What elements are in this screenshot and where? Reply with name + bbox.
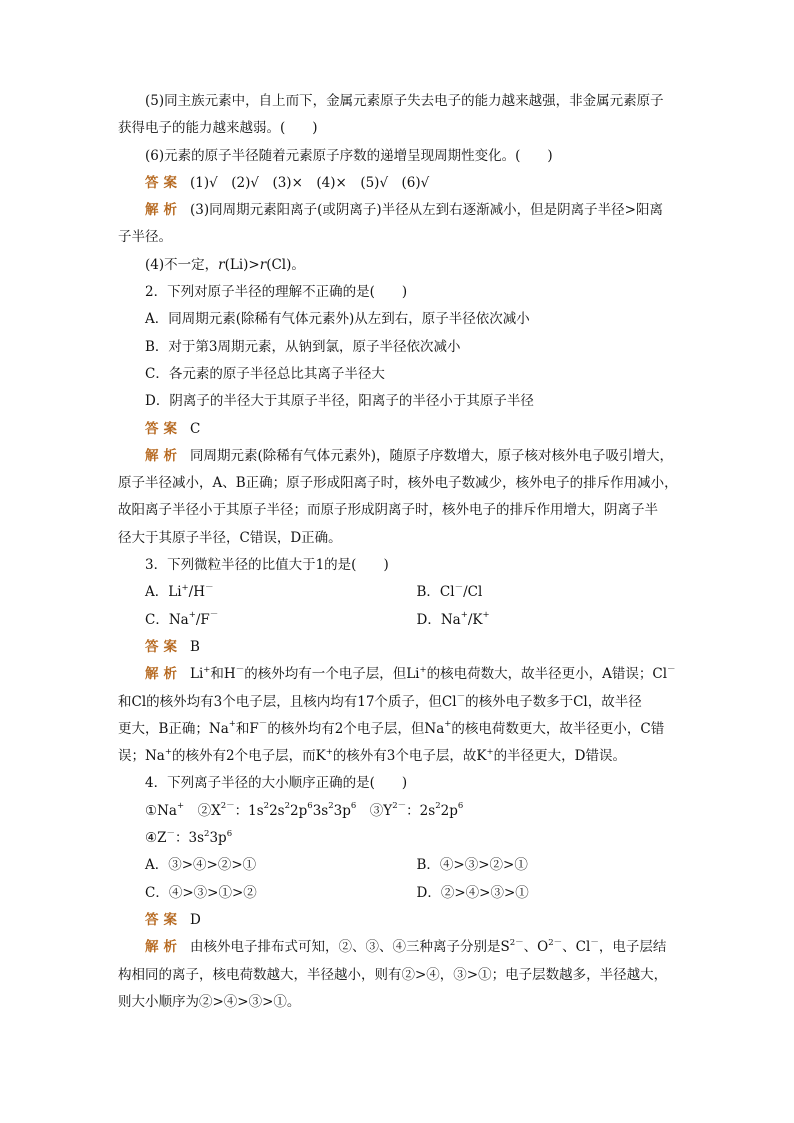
superscript: 2 (435, 801, 441, 812)
text-span: ②X (184, 802, 221, 819)
superscript: 2－ (220, 801, 235, 812)
text-span: 的核外均有一个电子层，但Li (244, 666, 420, 683)
answer-text: D (190, 911, 201, 928)
text-line: 构相同的离子，核电荷数越大，半径越小，则有②>④，③>①；电子层数越多，半径越大， (118, 966, 668, 983)
text-line (118, 689, 688, 716)
text-span: 的核外有3个电子层，故K (332, 748, 487, 765)
explanation-label: 解析 (145, 202, 182, 219)
superscript: + (444, 719, 452, 730)
option-row (118, 880, 688, 907)
text-span: ③Y (356, 802, 393, 819)
text-span: 2s (269, 802, 285, 819)
explanation-label: 解析 (145, 447, 182, 464)
superscript: + (482, 610, 490, 621)
text-span: 误；Na (118, 748, 165, 765)
text-span: /H (188, 584, 205, 601)
text-line (118, 798, 688, 825)
text-span: 2p (440, 802, 458, 819)
text-line: 则大小顺序为②>④>③>①。 (118, 993, 301, 1010)
text-span: 2p (290, 802, 308, 819)
explanation-label: 解析 (145, 666, 182, 683)
text-span: 的核外电子数多于Cl，故半径 (465, 693, 642, 710)
document-page (118, 88, 688, 1016)
superscript: － (235, 664, 245, 675)
answer-text: (1)√ (2)√ (3)× (4)× (5)√ (6)√ (190, 174, 430, 191)
answer-text: C (190, 420, 201, 437)
text-span: 的半径更大，D错误。 (493, 748, 626, 765)
text-span: ：1s (234, 802, 264, 819)
text-span: ：3s (175, 830, 205, 847)
text-span: ④Z (145, 830, 167, 847)
text-line: (5)同主族元素中，自上而下，金属元素原子失去电子的能力越来越强，非金属元素原子 (145, 93, 664, 109)
superscript: 2－ (392, 801, 407, 812)
superscript: 2 (328, 801, 334, 812)
option-c: C．④>③>①>② (145, 884, 257, 901)
superscript: 2 (284, 801, 291, 812)
text-line: 故阳离子半径小于其原子半径；而原子形成阴离子时，核外电子的排斥作用增大，阴离子半 (118, 502, 658, 519)
question-stem: 3．下列微粒半径的比值大于1的是( ) (145, 557, 389, 574)
explanation-text: 同周期元素(除稀有气体元素外)，随原子序数增大，原子核对核外电子吸引增大， (190, 447, 674, 464)
option-d (417, 607, 689, 634)
superscript: 2－ (548, 937, 563, 948)
superscript: + (181, 582, 189, 593)
text-line (118, 716, 688, 743)
superscript: 2－ (509, 937, 524, 948)
explanation-line (118, 934, 688, 961)
explanation-line (118, 443, 688, 470)
superscript: + (419, 664, 427, 675)
text-span: B．Cl (416, 584, 455, 601)
text-span: /K (467, 611, 483, 628)
superscript: － (456, 692, 466, 703)
superscript: + (325, 746, 333, 757)
text-span: 、Cl (562, 939, 591, 956)
superscript: + (486, 746, 494, 757)
text-span: 更大，B正确；Na (118, 720, 229, 737)
superscript: + (176, 801, 185, 812)
text-span: 3p (333, 802, 351, 819)
text-span: 3s (312, 802, 329, 819)
answer-line (118, 170, 688, 197)
answer-label: 答案 (145, 420, 182, 437)
superscript: － (209, 610, 219, 621)
text-span: 和H (210, 666, 236, 683)
text-span: ，电子层结 (598, 939, 667, 956)
text-span: 的核电荷数更大，故半径更小，C错 (451, 720, 665, 737)
text-span: 的核外均有2个电子层，但Na (267, 720, 445, 737)
text-line: 获得电子的能力越来越弱。( ) (118, 120, 318, 137)
option-c: C．各元素的原子半径总比其离子半径大 (145, 365, 385, 382)
superscript: + (164, 746, 172, 757)
answer-line (118, 907, 688, 934)
answer-label: 答案 (145, 174, 182, 191)
superscript: + (188, 610, 196, 621)
text-span: r (259, 256, 267, 273)
text-span: 和F (235, 720, 259, 737)
superscript: + (460, 610, 468, 621)
option-row (118, 852, 688, 879)
superscript: 6 (307, 801, 313, 812)
explanation-line (118, 661, 688, 688)
text-span: /F (195, 611, 210, 628)
option-a (145, 579, 417, 606)
text-span: 3p (209, 830, 227, 847)
text-line: 径大于其原子半径，C错误，D正确。 (118, 529, 342, 546)
text-span: (Li)> (224, 256, 260, 273)
explanation-text: (3)同周期元素阳离子(或阴离子)半径从左到右逐渐减小，但是阴离子半径>阳离 (190, 202, 663, 219)
superscript: 2 (204, 828, 210, 839)
text-line: 子半径。 (118, 229, 172, 246)
superscript: 6 (457, 801, 464, 812)
superscript: 6 (226, 828, 233, 839)
text-line: (6)元素的原子半径随着元素原子序数的递增呈现周期性变化。( ) (145, 147, 553, 164)
superscript: － (454, 582, 464, 593)
answer-label: 答案 (145, 911, 182, 928)
explanation-label: 解析 (145, 939, 182, 956)
text-span: 、O (523, 939, 549, 956)
option-row (118, 607, 688, 634)
text-line (118, 252, 688, 279)
option-a: A．③>④>②>① (145, 857, 257, 874)
option-a: A．同周期元素(除稀有气体元素外)从左到右，原子半径依次减小 (145, 311, 530, 328)
superscript: 2 (263, 801, 270, 812)
text-span: Li (190, 666, 204, 683)
text-span: A．Li (145, 584, 182, 601)
text-span: /Cl (463, 584, 483, 601)
text-span: 由核外电子排布式可知，②、③、④三种离子分别是S (190, 939, 510, 956)
text-span: ①Na (145, 802, 177, 819)
text-span: D．Na (416, 611, 461, 628)
text-span: C．Na (145, 611, 189, 628)
option-d: D．②>④>③>① (416, 884, 529, 901)
text-span: 的核电荷数大，故半径更小，A错误；Cl (426, 666, 668, 683)
superscript: + (228, 719, 236, 730)
question-stem: 4．下列离子半径的大小顺序正确的是( ) (145, 775, 408, 792)
answer-line (118, 634, 688, 661)
answer-label: 答案 (145, 638, 182, 655)
option-d: D．阴离子的半径大于其原子半径，阳离子的半径小于其原子半径 (145, 393, 534, 410)
answer-line (118, 416, 688, 443)
superscript: － (590, 937, 599, 948)
text-span: (Cl)。 (266, 256, 305, 273)
text-span: r (218, 256, 225, 273)
superscript: 6 (350, 801, 357, 812)
superscript: － (166, 828, 175, 839)
superscript: － (667, 664, 676, 675)
text-span: 和Cl的核外均有3个电子层，且核内均有17个质子，但Cl (118, 693, 457, 710)
option-b (417, 579, 689, 606)
option-b: B．④>③>②>① (416, 857, 528, 874)
text-line: 原子半径减小，A、B正确；原子形成阳离子时，核外电子数减少，核外电子的排斥作用减小， (118, 475, 678, 492)
text-span: ：2s (406, 802, 436, 819)
text-line (118, 825, 688, 852)
text-line (118, 743, 688, 770)
option-c (145, 607, 417, 634)
superscript: － (205, 582, 214, 593)
option-row (118, 579, 688, 606)
text-span: (4)不一定， (145, 256, 219, 273)
answer-text: B (190, 638, 200, 655)
explanation-line (118, 197, 688, 224)
text-span: 的核外有2个电子层，而K (172, 748, 326, 765)
superscript: － (258, 719, 268, 730)
superscript: + (203, 664, 211, 675)
option-b: B．对于第3周期元素，从钠到氯，原子半径依次减小 (145, 338, 461, 355)
question-stem: 2．下列对原子半径的理解不正确的是( ) (145, 284, 408, 301)
